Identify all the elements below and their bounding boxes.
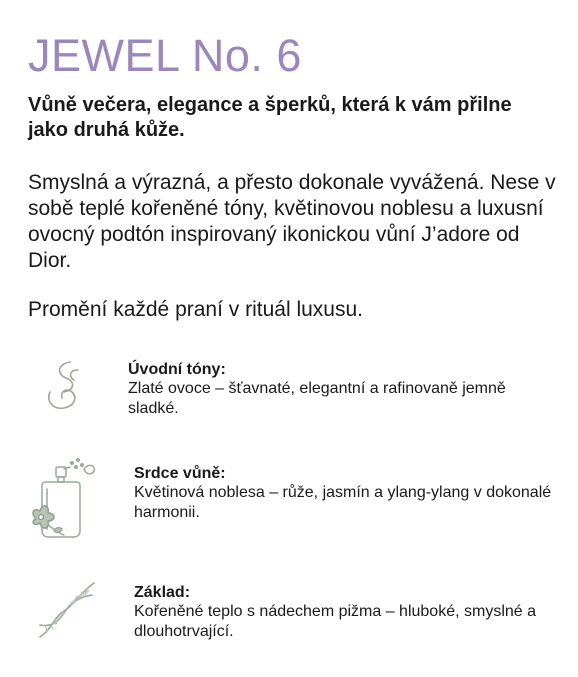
note-base — [0, 575, 578, 665]
closing-line: Promění každé praní v rituál luxusu. — [28, 298, 363, 321]
product-description: Smyslná a výrazná, a přesto dokonale vyvážená. Nese v sobě teplé kořeněné tóny, květinovou noblesu a luxusní ovocný podtón inspirovaný ikonickou vůní J’adore od Dior. — [28, 171, 556, 272]
product-title: JEWEL No. 6 — [28, 30, 302, 81]
product-tagline: Vůně večera, elegance a šperků, která k vám přilne jako druhá kůže. — [28, 94, 512, 141]
note-heart — [0, 455, 578, 555]
note-top — [0, 350, 578, 430]
note-heart-text: Květinová noblesa – růže, jasmín a ylang-ylang v dokonalé harmonii. — [134, 484, 552, 521]
note-base-text: Kořeněné teplo s nádechem pižma – hluboké, smyslné a dlouhotrvající. — [134, 603, 537, 640]
note-top-label: Úvodní tóny: — [128, 361, 226, 378]
perfume-bottle-icon — [24, 455, 104, 550]
note-top-text: Zlaté ovoce – šťavnaté, elegantní a rafinovaně jemně sladké. — [128, 380, 506, 417]
note-heart-label: Srdce vůně: — [134, 465, 226, 482]
scent-swirl-icon — [40, 358, 92, 419]
dna-helix-icon — [34, 579, 100, 646]
note-base-label: Základ: — [134, 584, 191, 601]
